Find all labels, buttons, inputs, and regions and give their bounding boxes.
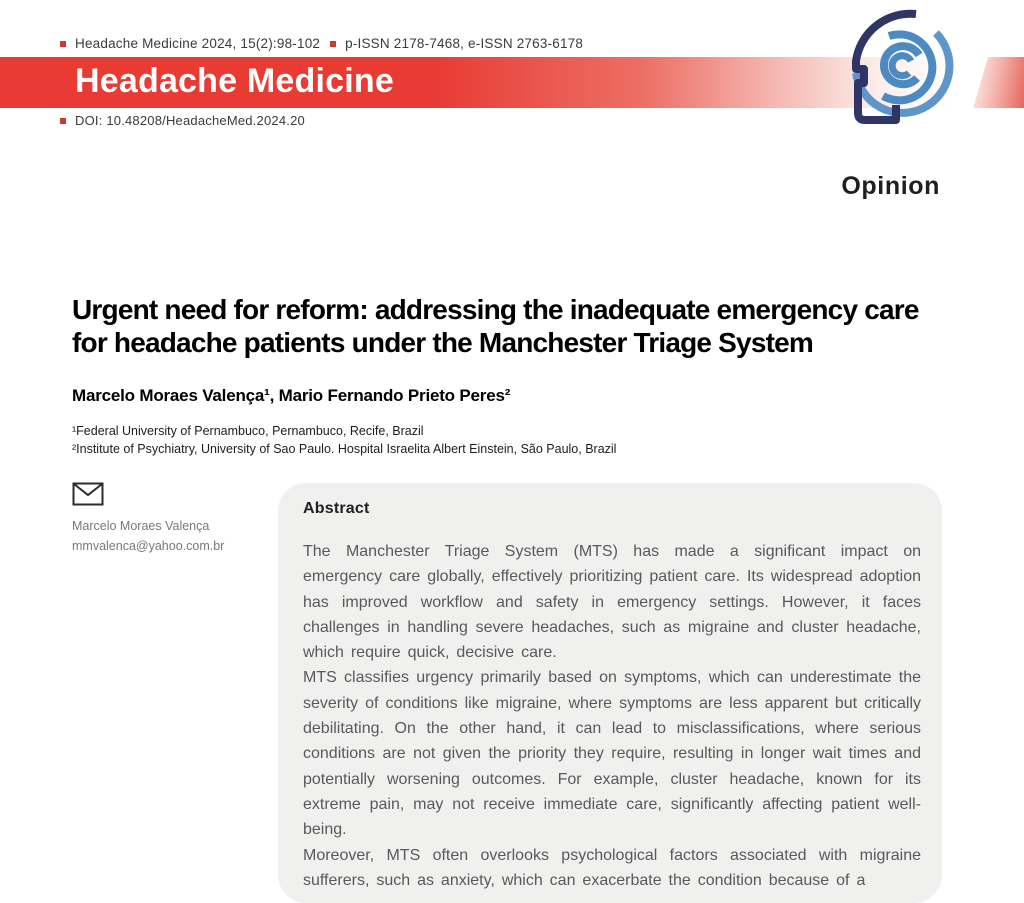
- abstract-heading: Abstract: [303, 500, 370, 517]
- journal-meta-line: [60, 36, 583, 51]
- affiliation-1: ¹Federal University of Pernambuco, Pernambuco, Recife, Brazil: [72, 424, 424, 438]
- citation-text: Headache Medicine 2024, 15(2):98-102: [75, 36, 321, 51]
- journal-logo-icon: [843, 10, 958, 128]
- issn-text: p-ISSN 2178-7468, e-ISSN 2763-6178: [345, 36, 584, 51]
- abstract-paragraph-1: The Manchester Triage System (MTS) has made a significant impact on emergency care globally, effectively prioritizing patient care. Its widespread adoption has improved workflow and safety in emergency settings. However, it faces challenges in handling severe headaches, such as migraine and cluster headache, which require quick, decisive care.: [303, 543, 921, 662]
- red-square-bullet-icon: [330, 41, 336, 47]
- doi-text: DOI: 10.48208/HeadacheMed.2024.20: [75, 113, 305, 128]
- article-title: [72, 293, 957, 359]
- article-type-label: Opinion: [841, 172, 940, 200]
- journal-title: Headache Medicine: [75, 62, 394, 100]
- abstract-body: [303, 539, 921, 893]
- corresponding-author-block: [72, 482, 272, 556]
- authors-line: Marcelo Moraes Valença¹, Mario Fernando Prieto Peres²: [72, 386, 511, 405]
- contact-email[interactable]: mmvalenca@yahoo.com.br: [72, 539, 225, 553]
- envelope-icon: [72, 482, 104, 506]
- contact-name: Marcelo Moraes Valença: [72, 519, 210, 533]
- affiliations-block: [72, 423, 616, 458]
- abstract-panel: [278, 483, 942, 903]
- article-title-line1: Urgent need for reform: addressing the inadequate emergency care: [72, 294, 919, 325]
- red-square-bullet-icon: [60, 118, 66, 124]
- abstract-paragraph-3: Moreover, MTS often overlooks psychological factors associated with migraine sufferers, such as anxiety, which can exacerbate the condition because of a: [303, 846, 921, 889]
- affiliation-2: ²Institute of Psychiatry, University of Sao Paulo. Hospital Israelita Albert Einstein, São Paulo, Brazil: [72, 441, 617, 456]
- abstract-paragraph-2: MTS classifies urgency primarily based on symptoms, which can underestimate the severity of conditions like migraine, where symptoms are less apparent but critically debilitating. On the other hand, it can lead to misclassifications, where serious conditions are not given the priority they require, resulting in longer wait times and potentially worsening outcomes. For example, cluster headache, known for its extreme pain, may not receive immediate care, significantly affecting patient well-being.: [303, 669, 921, 839]
- doi-line: [60, 113, 305, 128]
- article-title-line2: for headache patients under the Manchester Triage System: [72, 327, 813, 358]
- red-square-bullet-icon: [60, 41, 66, 47]
